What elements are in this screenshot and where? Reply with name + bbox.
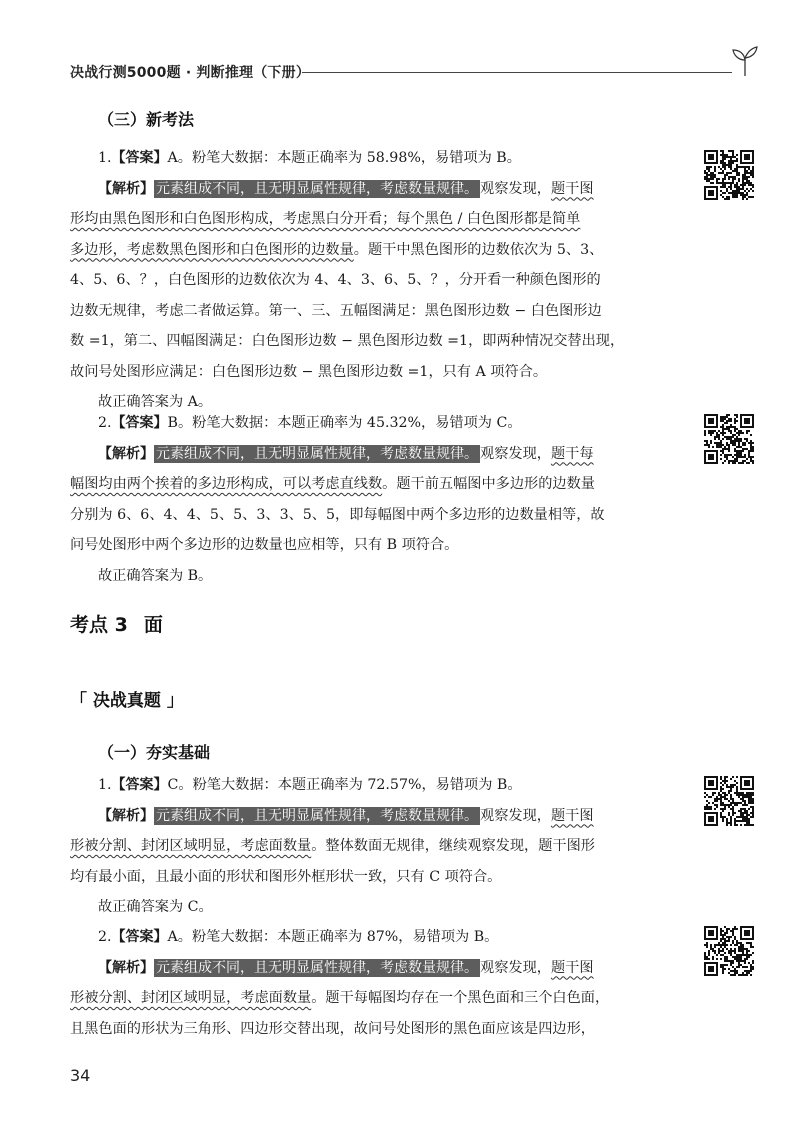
conclusion: 故正确答案为 C。 <box>98 899 213 915</box>
question-3-block: 1.【答案】C。粉笔大数据：本题正确率为 72.57%，易错项为 B。 【解析】 元素组成不同，且无明显属性规律，考虑数量规律。 观察发现，题干图 形被分割、封闭区域明显，考虑面数量。整体数面无规律，继续观察发现，题干图形 均有最小面，且最小面的形状和图形外框形状一致，只有 C 项符合。 故正确答案为 C。 <box>70 770 670 923</box>
answer-tag: 【答案】 <box>111 777 168 793</box>
real-exam-heading: 「 决战真题 」 <box>70 691 184 711</box>
wavy-underline: 幅图均由两个挨着的多边形构成，可以考虑直线数 <box>70 476 383 492</box>
highlight-text: 元素组成不同，且无明显属性规律，考虑数量规律。 <box>156 180 478 197</box>
answer-tag: 【答案】 <box>111 150 168 166</box>
conclusion: 故正确答案为 B。 <box>98 567 213 584</box>
qr-code <box>704 776 754 826</box>
question-2-block: 2.【答案】B。粉笔大数据：本题正确率为 45.32%，易错项为 C。 【解析】 元素组成不同，且无明显属性规律，考虑数量规律。 观察发现，题干每 幅图均由两个挨着的多边形构成，可以考虑直线数。题干前五幅图中多边形的边数量 分别为 6、6、4、4、5、5、3、3、5、5，即每幅图中两个多边形的边数量相等，故 问号处图形中两个多边形的边数量也应相等，只有 B 项符合。 故正确答案为 B。 <box>70 408 670 591</box>
analysis-line: 【解析】 元素组成不同，且无明显属性规律，考虑数量规律。 观察发现，题干图 <box>98 807 594 824</box>
wavy-underline: 题干每 <box>550 445 594 462</box>
wavy-underline: 形被分割、封闭区域明显，考虑面数量 <box>70 990 312 1006</box>
answer-text: C。粉笔大数据：本题正确率为 72.57%，易错项为 B。 <box>167 777 522 793</box>
answer-text: B。粉笔大数据：本题正确率为 45.32%，易错项为 C。 <box>167 415 522 431</box>
analysis-tag: 【解析】 <box>98 959 154 976</box>
wavy-underline: 形被分割、封闭区域明显，考虑面数量 <box>70 838 312 854</box>
highlight-text: 元素组成不同，且无明显属性规律，考虑数量规律。 <box>156 445 478 462</box>
answer-text: A。粉笔大数据：本题正确率为 87%，易错项为 B。 <box>167 929 499 945</box>
section-title-new-method: （三）新考法 <box>98 110 195 129</box>
wavy-underline: 题干图 <box>550 959 594 976</box>
page-number: 34 <box>70 1066 91 1085</box>
answer-tag: 【答案】 <box>111 415 168 431</box>
conclusion: 故正确答案为 A。 <box>98 394 213 410</box>
highlight-text: 元素组成不同，且无明显属性规律，考虑数量规律。 <box>156 807 478 824</box>
wavy-underline: 题干图 <box>550 807 594 824</box>
answer-line <box>70 143 670 174</box>
header-rule <box>302 72 732 73</box>
question-number: 2. <box>98 415 112 431</box>
analysis-tag: 【解析】 <box>98 807 154 824</box>
question-number: 1. <box>98 150 112 166</box>
wavy-underline: 形均由黑色图形和白色图形构成，考虑黑白分开看；每个黑色 / 白色图形都是简单 <box>70 211 581 227</box>
highlight-text: 元素组成不同，且无明显属性规律，考虑数量规律。 <box>156 959 478 976</box>
analysis-tag: 【解析】 <box>98 180 154 197</box>
answer-line <box>70 408 670 439</box>
qr-code <box>704 926 754 976</box>
header-title: 决战行测5000题 · 判断推理（下册） <box>70 65 311 81</box>
answer-text: A。粉笔大数据：本题正确率为 58.98%，易错项为 B。 <box>167 150 521 166</box>
wavy-underline: 题干图 <box>550 180 594 197</box>
qr-code <box>704 150 754 200</box>
analysis-line: 【解析】 元素组成不同，且无明显属性规律，考虑数量规律。 观察发现，题干图 <box>98 959 594 976</box>
qr-code <box>704 414 754 464</box>
answer-line <box>70 770 670 801</box>
running-header <box>70 62 770 86</box>
answer-tag: 【答案】 <box>111 929 168 945</box>
question-4-block: 2.【答案】A。粉笔大数据：本题正确率为 87%，易错项为 B。 【解析】 元素组成不同，且无明显属性规律，考虑数量规律。 观察发现，题干图 形被分割、封闭区域明显，考虑面数量。题干每幅图均存在一个黑色面和三个白色面， 且黑色面的形状为三角形、四边形交替出现，故问号处图形的黑色面应该是四边形， <box>70 922 670 1044</box>
question-1-block: 1.【答案】A。粉笔大数据：本题正确率为 58.98%，易错项为 B。 【解析】 元素组成不同，且无明显属性规律，考虑数量规律。 观察发现，题干图 形均由黑色图形和白色图形构成，考虑黑白分开看；每个黑色 / 白色图形都是简单 多边形，考虑数黑色图形和白色图形的边数量。题干中黑色图形的边数依次为 5、3、 4、5、6、？，白色图形的边数依次为 4、4、3、6、5、？，分开看一种颜色图形的 边数无规律，考虑二者做运算。第一、三、五幅图满足：黑色图形边数 − 白色图形边 数 =1，第二、四幅图满足：白色图形边数 − 黑色图形边数 =1，即两种情况交替出现， 故问号处图形应满足：白色图形边数 − 黑色图形边数 =1，只有 A 项符合。 故正确答案为 A。 <box>70 143 670 418</box>
sprout-icon <box>732 46 758 76</box>
analysis-line: 【解析】 元素组成不同，且无明显属性规律，考虑数量规律。 观察发现，题干图 <box>98 180 594 197</box>
question-number: 2. <box>98 929 112 945</box>
analysis-tag: 【解析】 <box>98 445 154 462</box>
wavy-underline: 多边形，考虑数黑色图形和白色图形的边数量 <box>70 241 354 258</box>
analysis-line: 【解析】 元素组成不同，且无明显属性规律，考虑数量规律。 观察发现，题干每 <box>98 445 594 462</box>
topic-heading: 考点 3 面 <box>70 614 163 636</box>
question-number: 1. <box>98 777 112 793</box>
answer-line <box>70 922 670 953</box>
section-title-basics: （一）夯实基础 <box>98 743 211 762</box>
